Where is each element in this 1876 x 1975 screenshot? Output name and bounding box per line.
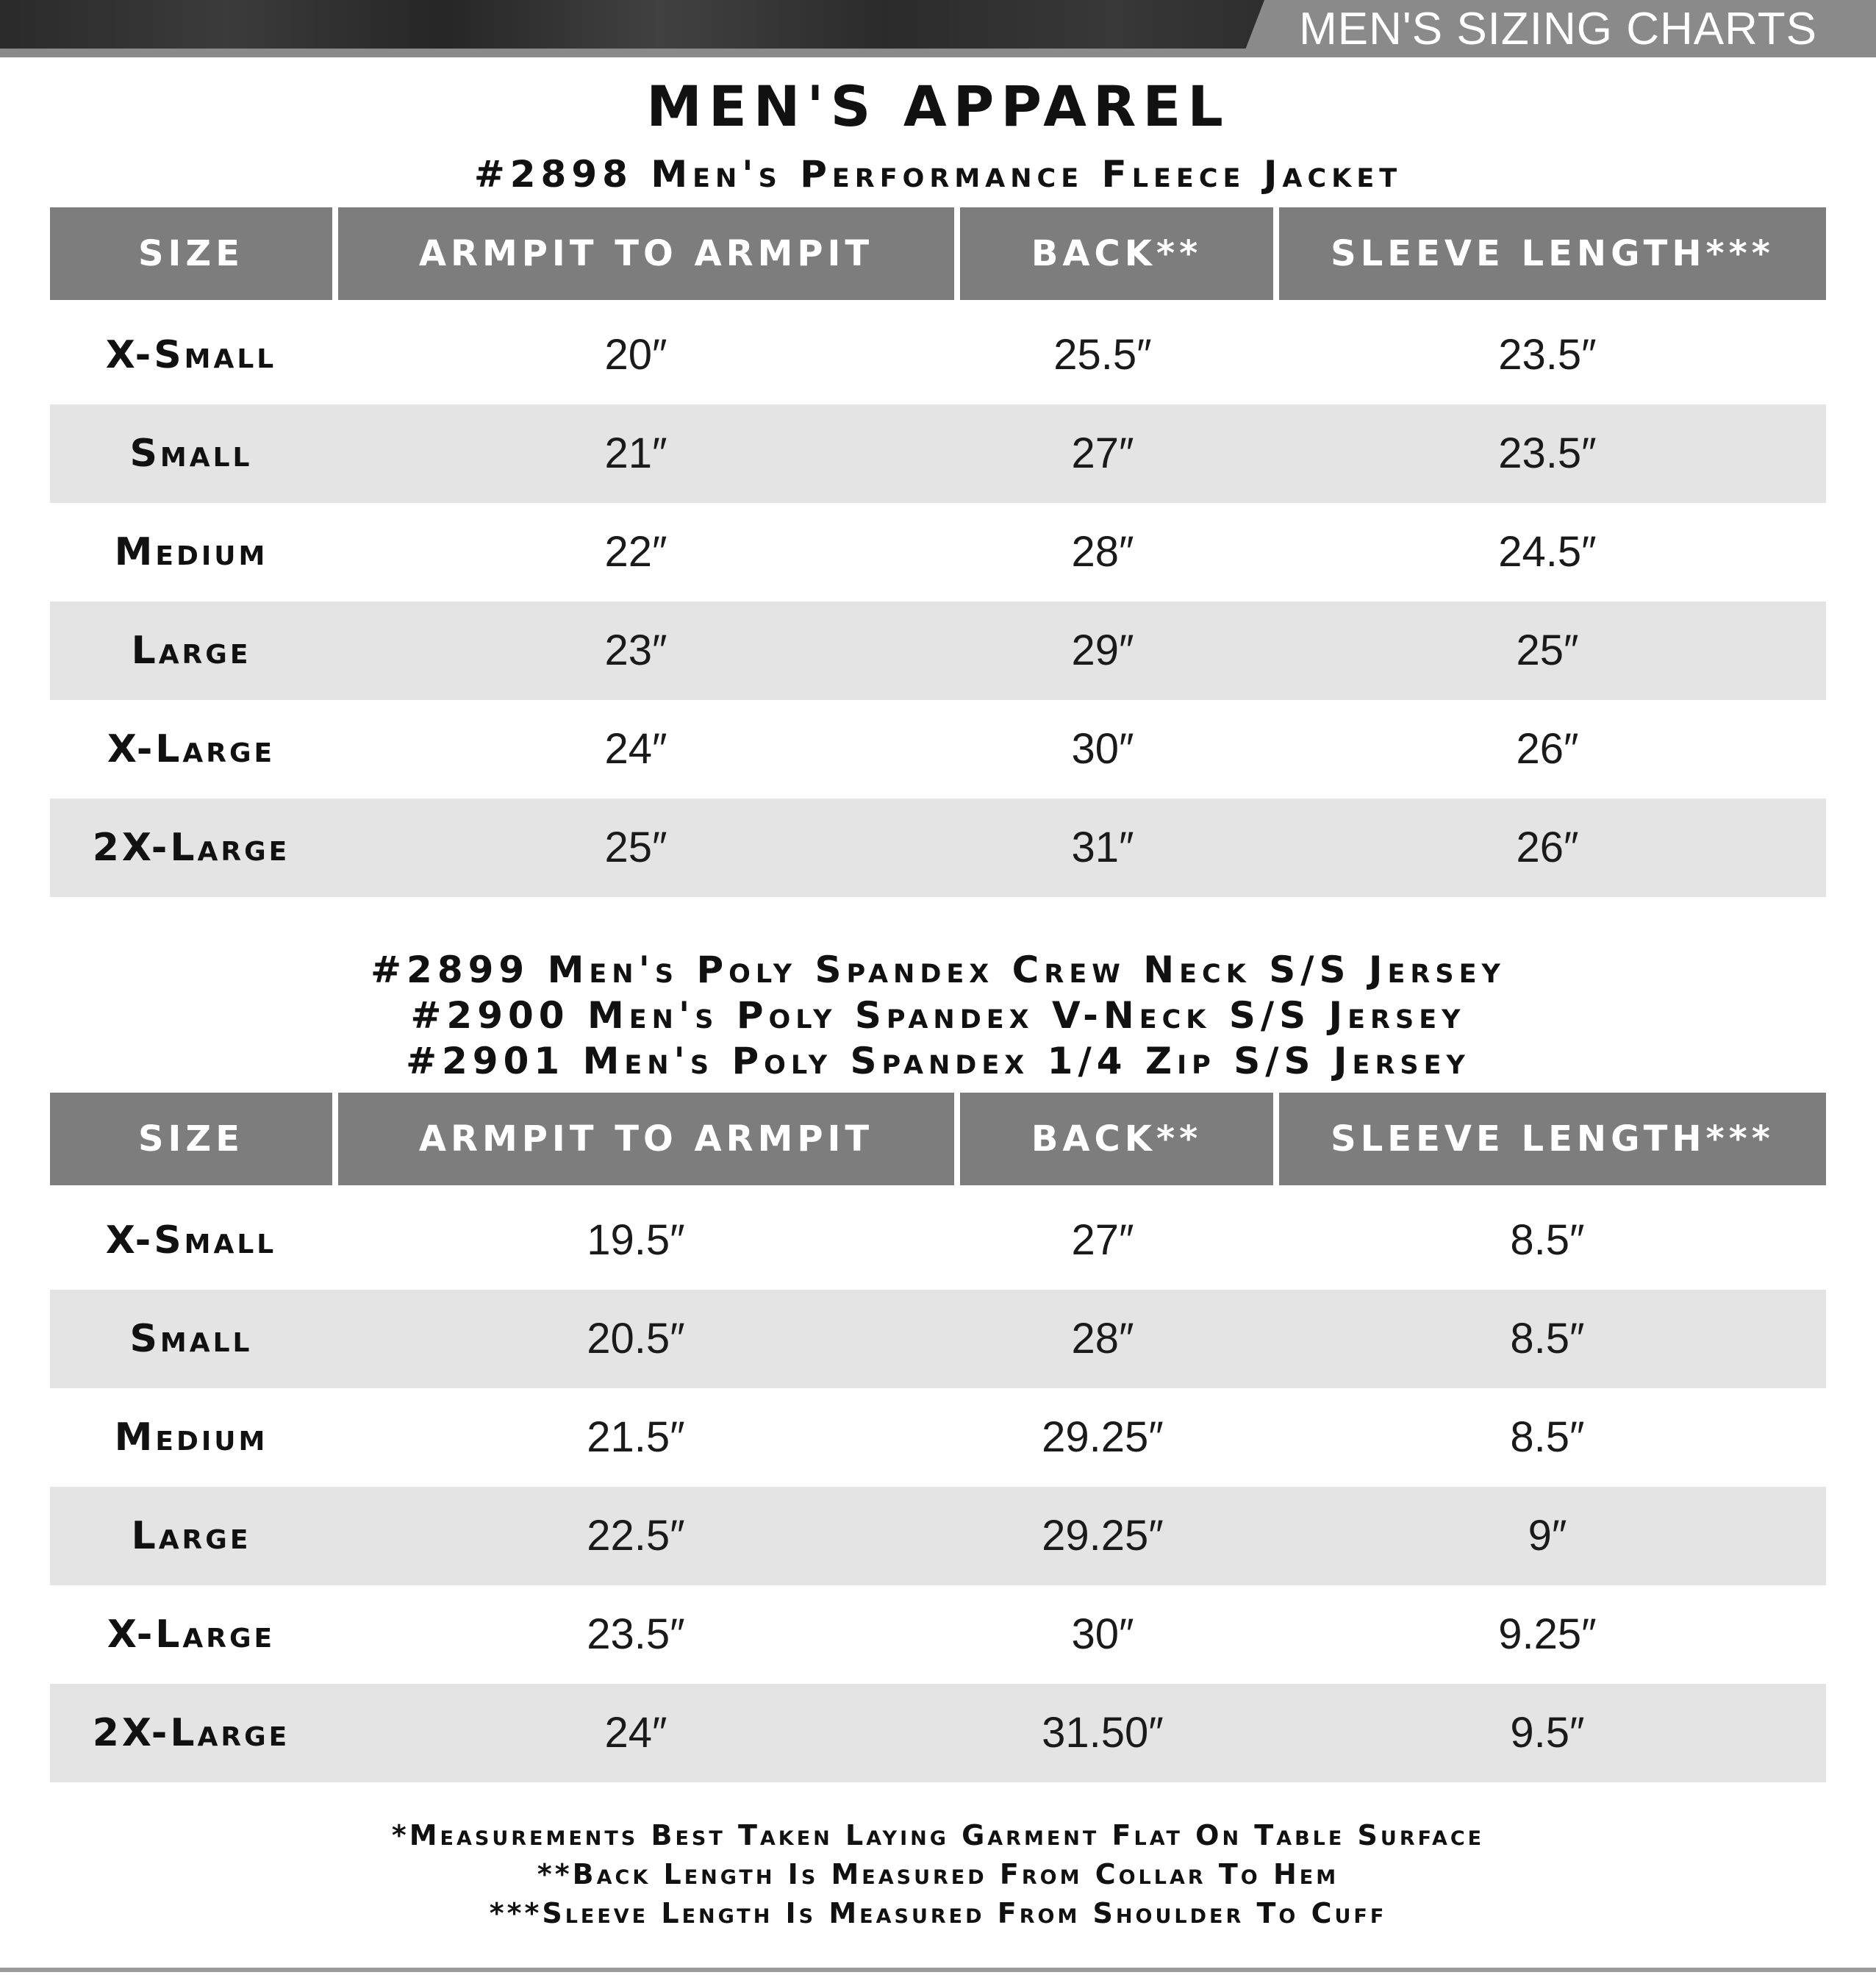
table-row	[50, 1191, 1826, 1290]
size-cell: Medium	[114, 530, 268, 574]
back-cell: 31″	[1071, 824, 1134, 871]
sleeve-cell: 24.5″	[1498, 528, 1597, 576]
size-cell: X-Large	[107, 727, 276, 771]
sleeve-cell: 23.5″	[1498, 331, 1597, 379]
header-back: BACK**	[960, 207, 1273, 300]
bottom-rule	[0, 1968, 1876, 1972]
header-size: SIZE	[50, 207, 332, 300]
size-cell: Large	[131, 629, 251, 673]
header-sleeve-length: SLEEVE LENGTH***	[1279, 207, 1826, 300]
back-cell: 25.5″	[1053, 331, 1152, 379]
product-title-fleece-jacket	[0, 151, 1876, 197]
product-line: #2901 Men's Poly Spandex 1/4 Zip S/S Jersey	[406, 1040, 1470, 1082]
sleeve-cell: 9.5″	[1510, 1709, 1585, 1757]
armpit-cell: 22.5″	[587, 1512, 685, 1560]
banner-texture	[0, 0, 1264, 49]
product-title-jerseys	[0, 947, 1876, 1084]
size-cell: Large	[131, 1514, 251, 1558]
armpit-cell: 23″	[604, 626, 667, 674]
sleeve-cell: 23.5″	[1498, 429, 1597, 477]
armpit-cell: 23.5″	[587, 1610, 685, 1658]
sleeve-cell: 9.25″	[1498, 1610, 1597, 1658]
sleeve-cell: 8.5″	[1510, 1216, 1585, 1264]
armpit-cell: 19.5″	[587, 1216, 685, 1264]
back-cell: 28″	[1071, 1315, 1134, 1362]
header-back: BACK**	[960, 1093, 1273, 1185]
header-sleeve-length: SLEEVE LENGTH***	[1279, 1093, 1826, 1185]
header-armpit-to-armpit: ARMPIT TO ARMPIT	[338, 1093, 954, 1185]
size-cell: Medium	[114, 1415, 268, 1460]
size-table-jerseys	[50, 1093, 1826, 1782]
sleeve-cell: 25″	[1516, 626, 1579, 674]
footnote-sleeve-length: ***Sleeve Length Is Measured From Shoulder To Cuff	[489, 1897, 1387, 1929]
armpit-cell: 22″	[604, 528, 667, 576]
armpit-cell: 20″	[604, 331, 667, 379]
footnote-measurement-method: *Measurements Best Taken Laying Garment Flat On Table Surface	[391, 1819, 1485, 1851]
table-row	[50, 1290, 1826, 1388]
back-cell: 30″	[1071, 725, 1134, 773]
table-row	[50, 1585, 1826, 1684]
header-size: SIZE	[50, 1093, 332, 1185]
armpit-cell: 24″	[604, 1709, 667, 1757]
armpit-cell: 24″	[604, 725, 667, 773]
size-cell: 2X-Large	[92, 1711, 290, 1755]
table-row	[50, 700, 1826, 799]
back-cell: 29.25″	[1042, 1413, 1164, 1461]
armpit-cell: 21.5″	[587, 1413, 685, 1461]
product-line: #2899 Men's Poly Spandex Crew Neck S/S Jersey	[370, 949, 1506, 991]
size-cell: Small	[129, 432, 253, 476]
table-row	[50, 601, 1826, 700]
table-row	[50, 1388, 1826, 1487]
banner-title: MEN'S SIZING CHARTS	[1299, 4, 1817, 54]
footnote-back-length: **Back Length Is Measured From Collar To Hem	[537, 1858, 1339, 1890]
back-cell: 27″	[1071, 429, 1134, 477]
page-title: MEN'S APPAREL	[646, 74, 1230, 139]
sleeve-cell: 26″	[1516, 725, 1579, 773]
back-cell: 28″	[1071, 528, 1134, 576]
armpit-cell: 20.5″	[587, 1315, 685, 1362]
sleeve-cell: 8.5″	[1510, 1413, 1585, 1461]
back-cell: 27″	[1071, 1216, 1134, 1264]
banner-underline	[0, 49, 1264, 57]
sleeve-cell: 9″	[1528, 1512, 1567, 1560]
table-row	[50, 1684, 1826, 1782]
size-cell: Small	[129, 1317, 253, 1361]
size-cell: 2X-Large	[92, 826, 290, 870]
table-header	[50, 1093, 1826, 1185]
sleeve-cell: 8.5″	[1510, 1315, 1585, 1362]
table-header	[50, 207, 1826, 300]
product-line: #2900 Men's Poly Spandex V-Neck S/S Jersey	[410, 994, 1466, 1037]
product-line: #2898 Men's Performance Fleece Jacket	[473, 153, 1403, 196]
back-cell: 29″	[1071, 626, 1134, 674]
table-row	[50, 799, 1826, 897]
back-cell: 31.50″	[1042, 1709, 1164, 1757]
armpit-cell: 25″	[604, 824, 667, 871]
sleeve-cell: 26″	[1516, 824, 1579, 871]
footnotes	[0, 1816, 1876, 1933]
back-cell: 29.25″	[1042, 1512, 1164, 1560]
size-table-fleece-jacket	[50, 207, 1826, 897]
size-cell: X-Large	[107, 1613, 276, 1657]
header-armpit-to-armpit: ARMPIT TO ARMPIT	[338, 207, 954, 300]
table-row	[50, 503, 1826, 601]
table-row	[50, 1487, 1826, 1585]
table-row	[50, 404, 1826, 503]
back-cell: 30″	[1071, 1610, 1134, 1658]
size-cell: X-Small	[105, 333, 277, 377]
size-cell: X-Small	[105, 1218, 277, 1262]
armpit-cell: 21″	[604, 429, 667, 477]
table-row	[50, 306, 1826, 404]
top-banner	[0, 0, 1876, 59]
